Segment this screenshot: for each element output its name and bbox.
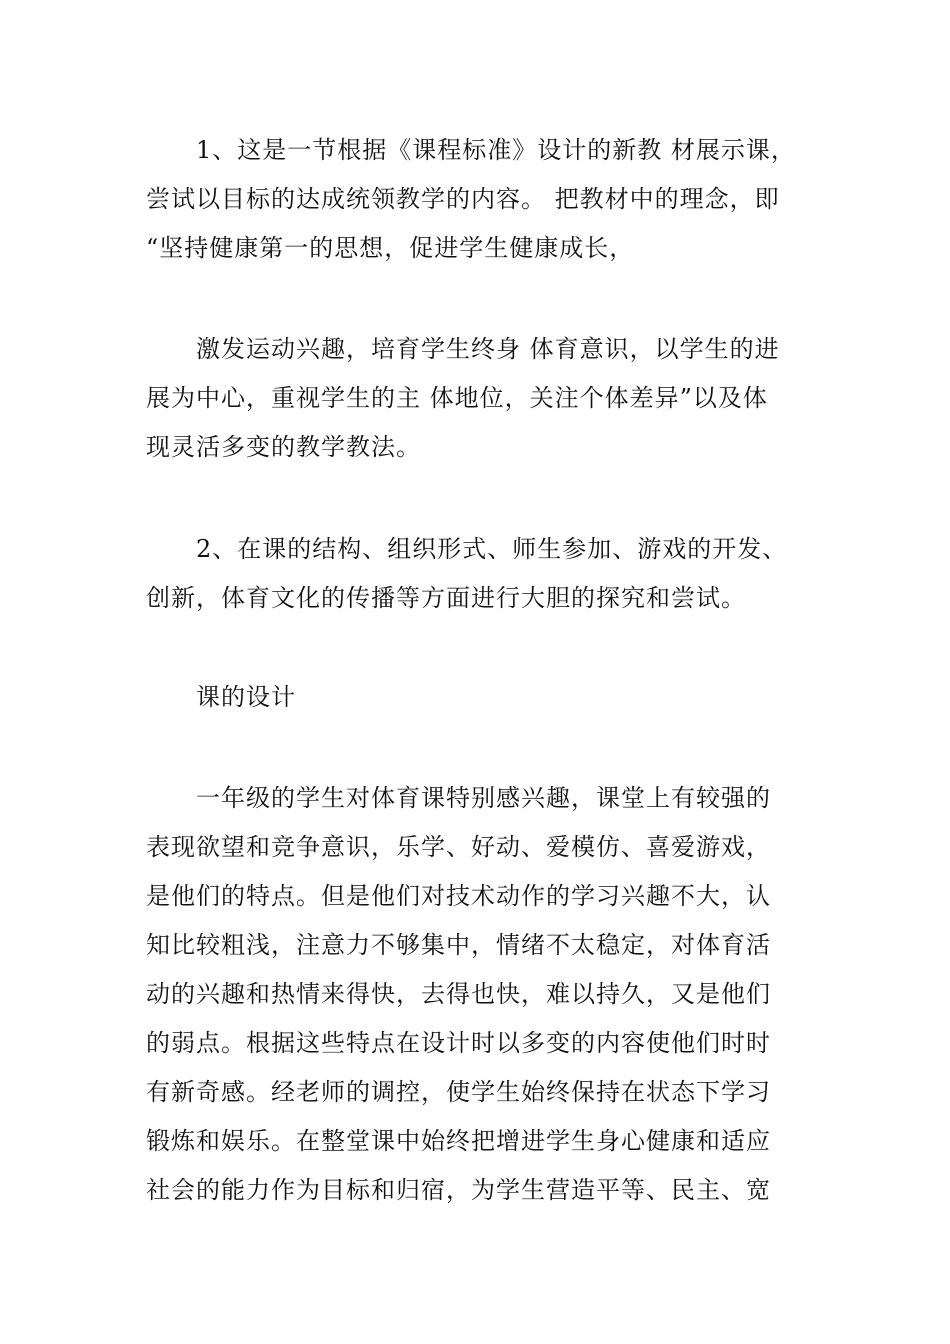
text-line: 创新，体育文化的传播等方面进行大胆的探究和尝试。 — [146, 584, 746, 612]
text-line: 社会的能力作为目标和归宿，为学生营造平等、民主、宽 — [146, 1176, 771, 1204]
text-line: 知比较粗浅，注意力不够集中，情绪不太稳定，对体育活 — [146, 931, 771, 959]
paragraph-3 — [146, 525, 816, 623]
section-heading — [146, 673, 816, 722]
text-line: 现灵活多变的教学教法。 — [146, 433, 421, 461]
text-line: 锻炼和娱乐。在整堂课中始终把增进学生身心健康和适应 — [146, 1127, 771, 1155]
text-line: “坚持健康第一的思想，促进学生健康成长， — [146, 234, 635, 262]
text-line: 动的兴趣和热情来得快，去得也快，难以持久，又是他们 — [146, 980, 771, 1008]
heading-line: 课的设计 — [196, 683, 296, 711]
text-line: 一年级的学生对体育课特别感兴趣，课堂上有较强的 — [196, 784, 771, 812]
text-line: 的弱点。根据这些特点在设计时以多变的内容使他们时时 — [146, 1029, 771, 1057]
text-line: 展为中心，重视学生的主 体地位，关注个体差异”以及体 — [146, 384, 768, 412]
text-line: 1、这是一节根据《课程标准》设计的新教 材展示课， — [196, 136, 796, 164]
text-line: 是他们的特点。但是他们对技术动作的学习兴趣不大，认 — [146, 882, 771, 910]
text-line: 尝试以目标的达成统领教学的内容。 把教材中的理念，即 — [146, 185, 780, 213]
paragraph-2 — [146, 325, 816, 472]
text-line: 有新奇感。经老师的调控，使学生始终保持在状态下学习 — [146, 1078, 771, 1106]
text-line: 表现欲望和竞争意识，乐学、好动、爱模仿、喜爱游戏， — [146, 833, 771, 861]
paragraph-4 — [146, 774, 816, 1215]
text-line: 激发运动兴趣，培育学生终身 体育意识，以学生的进 — [196, 335, 780, 363]
text-line: 2、在课的结构、组织形式、师生参加、游戏的开发、 — [196, 535, 788, 563]
paragraph-1 — [146, 126, 816, 273]
